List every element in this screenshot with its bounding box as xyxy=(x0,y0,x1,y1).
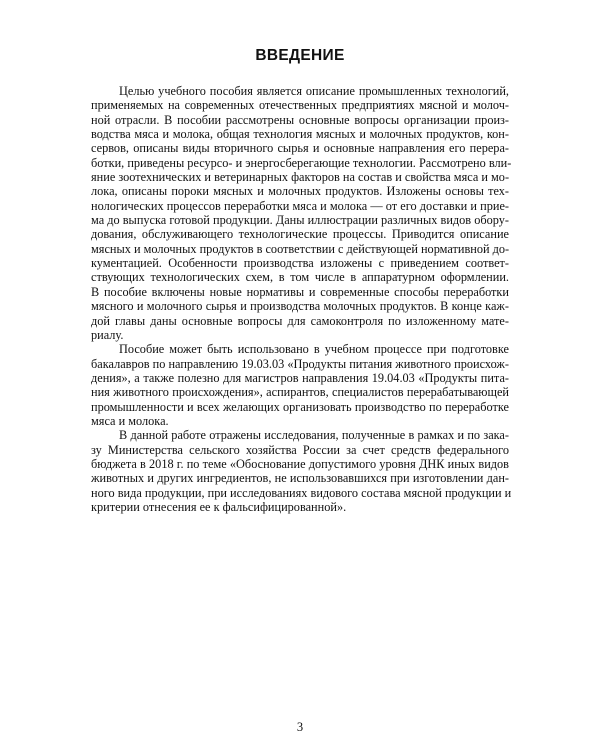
text-line: яние зоотехнических и ветеринарных факторов на состав и свойства мяса и мо- xyxy=(91,170,510,185)
text-line: бюджета в 2018 г. по теме «Обоснование допустимого уровня ДНК иных видов xyxy=(91,456,509,471)
text-line: ботки, приведены ресурсо- и энергосберегающие технологии. Рассмотрено вли- xyxy=(91,155,512,170)
text-line: мяса и молока. xyxy=(91,413,169,428)
text-line: зу Министерства сельского хозяйства России за счет средств федерального xyxy=(91,442,509,457)
page-number: 3 xyxy=(296,720,304,734)
text-line: риалу. xyxy=(91,327,124,342)
text-line: В данной работе отражены исследования, полученные в рамках и по зака- xyxy=(119,428,509,443)
text-line: дования, обслуживающего технологические процессы. Приводится описание xyxy=(91,227,509,242)
text-line: дой главы даны основные вопросы для самоконтроля по изложенному мате- xyxy=(91,313,509,328)
text-line: дения», а также полезно для магистров направления 19.04.03 «Продукты пита- xyxy=(91,370,509,385)
text-line: животных и других ингредиентов, не использовавшихся при изготовлении дан- xyxy=(91,471,509,486)
text-line: ния животного происхождения», аспирантов, специалистов перерабатывающей xyxy=(91,385,509,400)
paragraph xyxy=(91,342,509,428)
text-line: мясного и молочного сырья и производства молочных продуктов. В конце каж- xyxy=(91,299,509,314)
text-line: ствующих технологических схем, в том числе в аппаратурном оформлении. xyxy=(91,270,509,285)
paragraphs-container xyxy=(91,84,512,514)
text-line: сервов, описаны виды вторичного сырья и основные направления его перера- xyxy=(91,141,509,156)
text-line: лока, описаны пороки мясных и молочных продуктов. Изложены основы тех- xyxy=(91,184,509,199)
text-line: нологических процессов переработки мяса и молока — от его доставки и прие- xyxy=(91,198,509,213)
text-line: Пособие может быть использовано в учебном процессе при подготовке xyxy=(119,342,509,357)
body-text xyxy=(91,84,512,514)
text-line: В пособие включены новые нормативы и современные способы переработки xyxy=(91,284,509,299)
text-line: мясных и молочных продуктов в соответствии с действующей нормативной до- xyxy=(91,241,510,256)
text-line: водства мяса и молока, общая технология мясных и молочных продуктов, кон- xyxy=(91,127,509,142)
text-line: применяемых на современных отечественных предприятиях мясной и молоч- xyxy=(91,98,509,113)
text-line: Целью учебного пособия является описание промышленных технологий, xyxy=(119,84,509,98)
text-line: ма до выпуска готовой продукции. Даны иллюстрации различных видов обору- xyxy=(91,213,509,228)
text-line: ного вида продукции, при исследованиях видового состава мясной продукции и xyxy=(91,485,512,500)
text-line: промышленности и всех желающих организовать производство по переработке xyxy=(91,399,509,414)
text-line: критерии отнесения ее к фальсифицированной». xyxy=(91,499,347,514)
paragraph xyxy=(91,428,512,514)
text-line: ной отрасли. В пособии рассмотрены основные вопросы организации произ- xyxy=(91,112,509,127)
text-line: бакалавров по направлению 19.03.03 «Продукты питания животного происхож- xyxy=(91,356,509,371)
paragraph xyxy=(91,84,512,342)
page-title: ВВЕДЕНИЕ xyxy=(255,47,345,64)
text-line: кументацией. Особенности производства изложены с приведением соответ- xyxy=(91,256,509,271)
